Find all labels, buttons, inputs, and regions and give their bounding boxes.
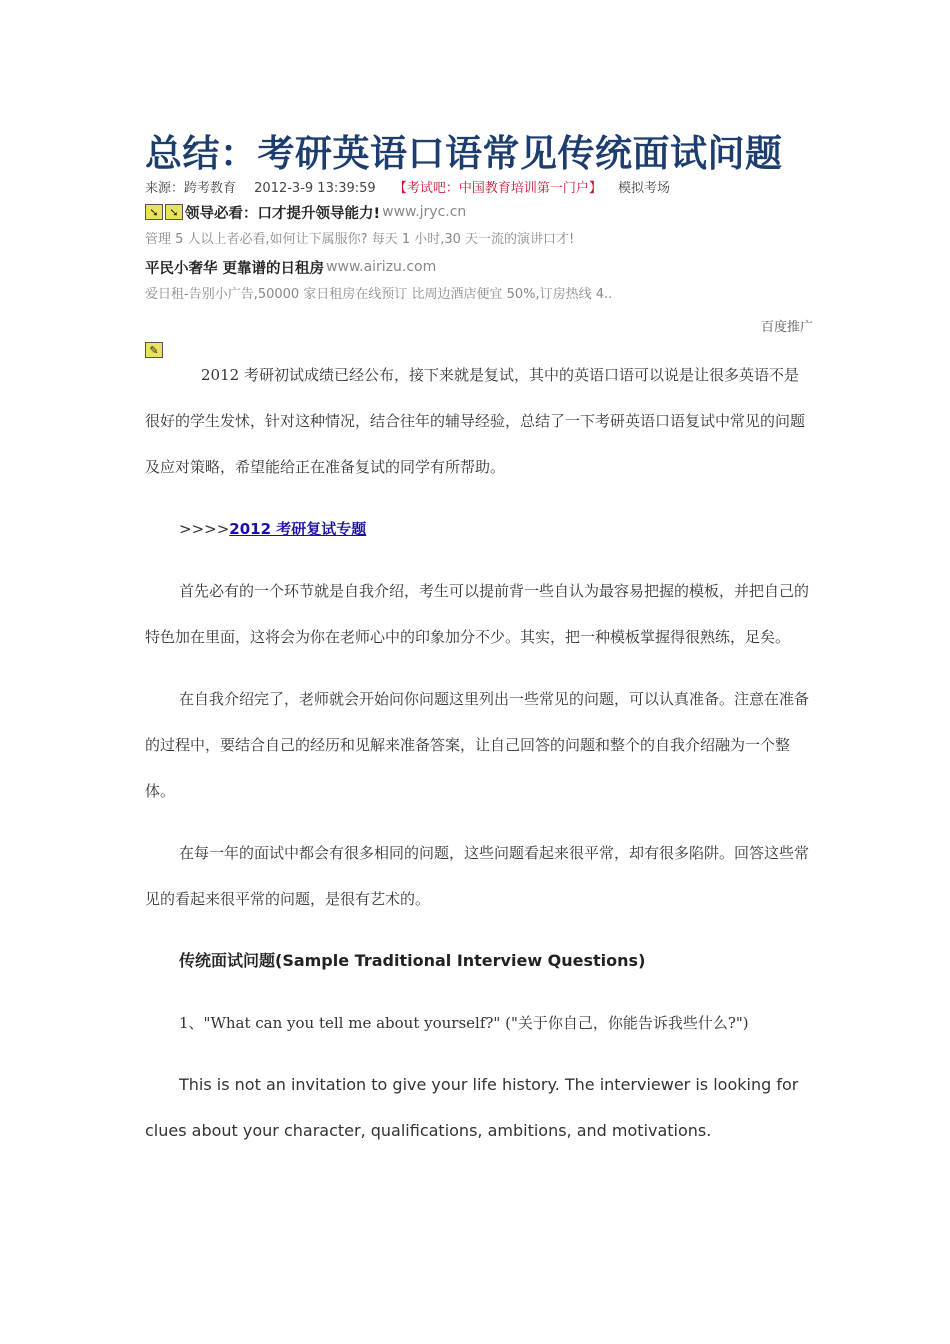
question-1: 1、"What can you tell me about yourself?" ("关于你自己，你能告诉我些什么?") (179, 1014, 749, 1032)
ad-2-title[interactable]: 平民小奢华 更靠谱的日租房 (145, 260, 325, 277)
ad-1-heading-row[interactable] (145, 202, 810, 222)
baidu-promo-label[interactable]: 百度推广 (760, 320, 813, 335)
ad-1-description: 管理 5 人以上者必看,如何让下属服你? 每天 1 小时,30 天一流的演讲口才! (145, 232, 575, 247)
broken-image-icon: ✎ (145, 342, 163, 358)
ad-1-url[interactable]: www.jryc.cn (382, 204, 467, 220)
paragraph-questions: 在自我介绍完了，老师就会开始问你问题这里列出一些常见的问题，可以认真准备。注意在准备的过程中，要结合自己的经历和见解来准备答案，让自己回答的问题和整个的自我介绍融为一个整体。 (145, 690, 810, 800)
ad-1-title[interactable]: 领导必看：口才提升领导能力! (185, 205, 381, 222)
paragraph-common: 在每一年的面试中都会有很多相同的问题，这些问题看起来很平常，却有很多陷阱。回答这些常见的看起来很平常的问题，是很有艺术的。 (145, 844, 810, 908)
exam-link[interactable]: 模拟考场 (617, 181, 670, 196)
site-link[interactable]: 【考试吧：中国教育培训第一门户】 (393, 181, 602, 196)
retest-topic-link[interactable]: 2012 考研复试专题 (229, 520, 367, 538)
article (145, 128, 813, 1154)
paragraph-answer-1: This is not an invitation to give your life history. The interviewer is looking for clues about your character, qualifications, ambitions, and motivations. (145, 1075, 799, 1140)
ad-2-description: 爱日租-告别小广告,50000 家日租房在线预订 比周边酒店便宜 50%,订房热线 4.. (145, 287, 613, 302)
article-title: 总结：考研英语口语常见传统面试问题 (145, 131, 783, 175)
paragraph-self-intro: 首先必有的一个环节就是自我介绍，考生可以提前背一些自认为最容易把握的模板，并把自己的特色加在里面，这将会为你在老师心中的印象加分不少。其实，把一种模板掌握得很熟练，足矣。 (145, 582, 810, 646)
ad-flag-icon: ➘ (145, 204, 163, 220)
ad-2-url[interactable]: www.airizu.com (326, 259, 437, 275)
link-prefix: >>>> (179, 520, 230, 538)
section-subheading: 传统面试问题(Sample Traditional Interview Questions) (179, 951, 646, 970)
paragraph-intro: 2012 考研初试成绩已经公布，接下来就是复试，其中的英语口语可以说是让很多英语不是很好的学生发怵，针对这种情况，结合往年的辅导经验，总结了一下考研英语口语复试中常见的问题及应对策略，希望能给正在准备复试的同学有所帮助。 (145, 366, 806, 476)
ad-flag-icon: ➘ (165, 204, 183, 220)
article-meta (145, 180, 810, 198)
ad-2-heading-row[interactable] (145, 257, 810, 277)
publish-date: 2012-3-9 13:39:59 (254, 181, 376, 196)
topic-link-line (179, 506, 810, 552)
source-label: 来源：跨考教育 (145, 181, 237, 196)
